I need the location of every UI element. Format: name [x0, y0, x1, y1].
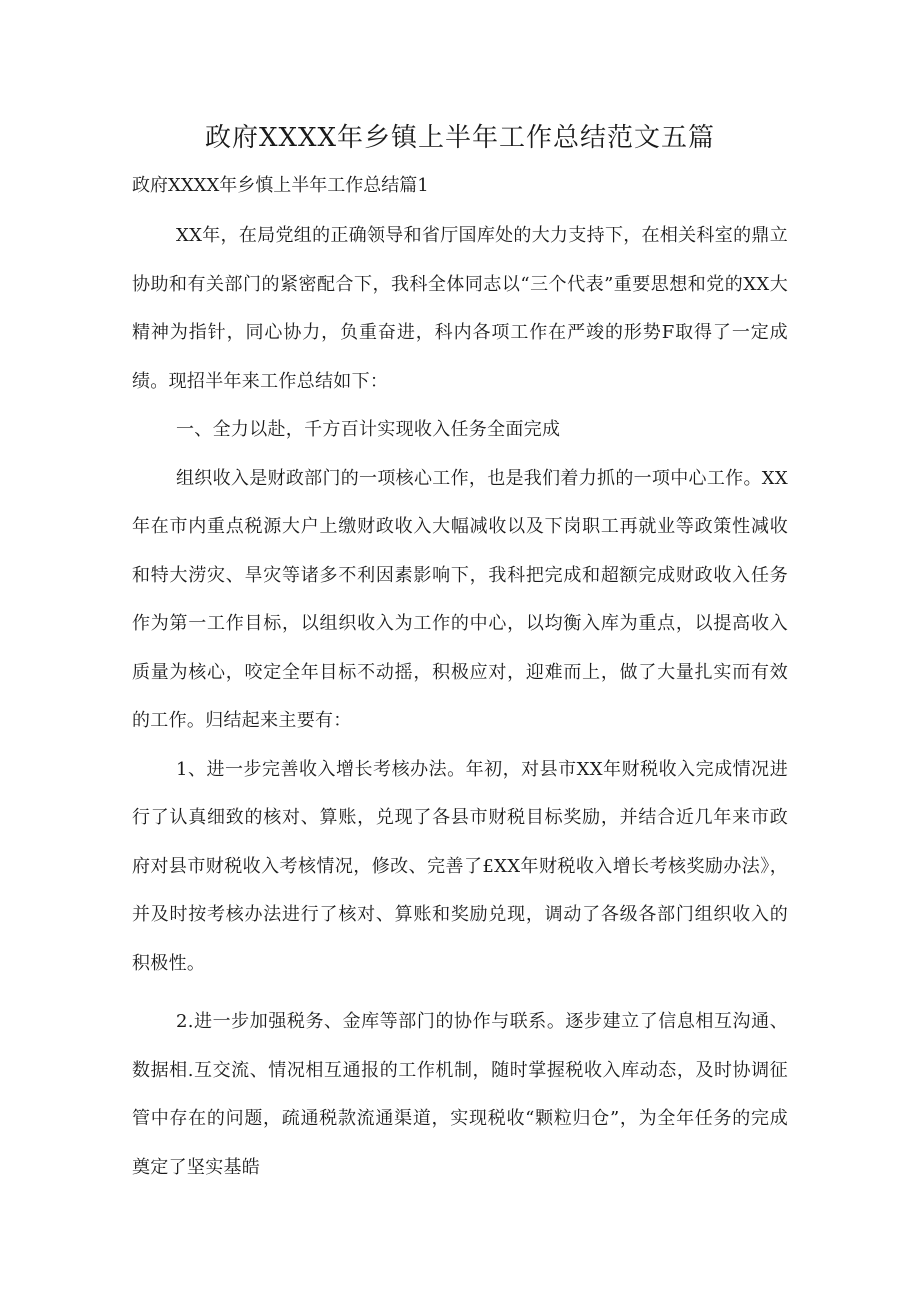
document-body	[132, 212, 788, 1192]
paragraph-heading-1: 一、全力以赴，千方百计实现收入任务全面完成	[176, 419, 561, 440]
paragraph-intro: XX年，在局党组的正确领导和省厅国库处的大力支持下，在相关科室的鼎立协助和有关部门的紧密配合下，我科全体同志以“三个代表”重要思想和党的XX大精神为指针，同心协力，负重奋进，科内各项工作在严竣的形势F取得了一定成绩。现招半年来工作总结如下：	[132, 225, 788, 392]
paragraph-revenue: 组织收入是财政部门的一项核心工作，也是我们着力抓的一项中心工作。XX年在市内重点税源大户上缴财政收入大幅减收以及下岗职工再就业等政策性减收和特大涝灾、旱灾等诸多不利因素影响下，我科把完成和超额完成财政收入任务作为第一工作目标，以组织收入为工作的中心，以均衡入库为重点，以提高收入质量为核心，咬定全年目标不动摇，积极应对，迎难而上，做了大量扎实而有效的工作。归结起来主要有：	[132, 467, 788, 731]
paragraph-item-1: 1、进一步完善收入增长考核办法。年初，对县市XX年财税收入完成情况进行了认真细致的核对、算账，兑现了各县市财税目标奖励，并结合近几年来市政府对县市财税收入考核情况，修改、完善了£XX年财税收入增长考核奖励办法》，并及时按考核办法进行了核对、算账和奖励兑现，调动了各级各部门组织收入的积极性。	[132, 758, 788, 974]
section-heading: 政府XXXX年乡慎上半年工作总结篇1	[132, 175, 429, 196]
paragraph-item-2: 2.进一步加强税务、金库等部门的协作与联系。逐步建立了信息相互沟通、数据相.互交流、情况相互通报的工作机制，随时掌握税收入库动态，及时协调征管中存在的问题，疏通税款流通渠道，实现税收“颗粒归仓”，为全年任务的完成奠定了坚实基皓	[132, 1011, 788, 1178]
document-title: 政府XXXX年乡镇上半年工作总结范文五篇	[204, 123, 716, 153]
